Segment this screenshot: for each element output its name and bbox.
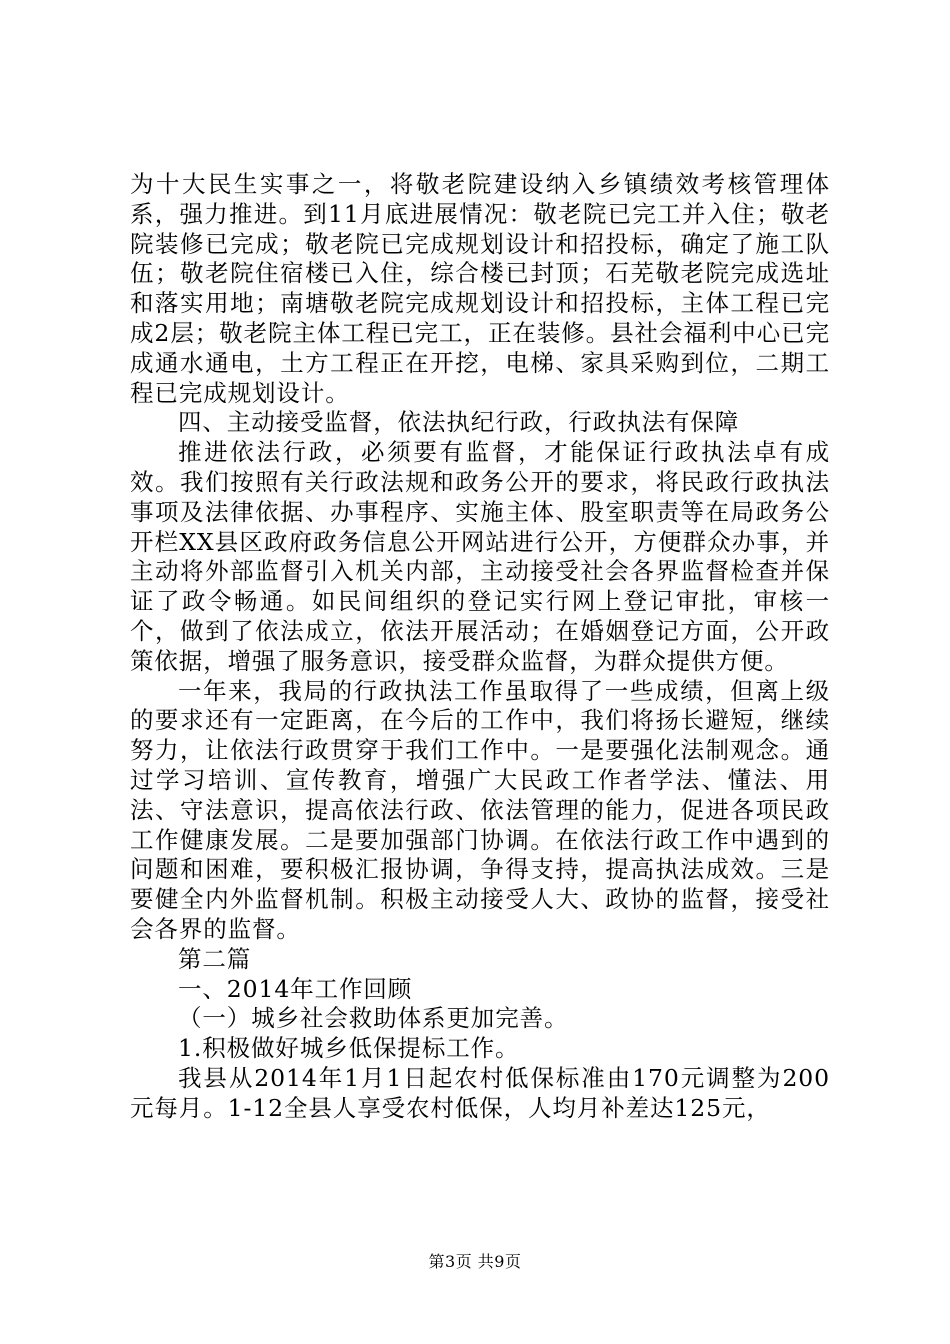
paragraph-4: 一年来，我局的行政执法工作虽取得了一些成绩，但离上级的要求还有一定距离，在今后的工作中，我们将扬长避短，继续努力，让依法行政贯穿于我们工作中。一是要强化法制观念。通过学习培训、宣传教育，增强广大民政工作者学法、懂法、用法、守法意识，提高依法行政、依法管理的能力，促进各项民政工作健康发展。二是要加强部门协调。在依法行政工作中遇到的问题和困难，要积极汇报协调，争得支持，提高执法成效。三是要健全内外监督机制。积极主动接受人大、政协的监督，接受社会各界的监督。 [130,676,830,943]
document-body [130,170,830,1124]
paragraph-1: 为十大民生实事之一，将敬老院建设纳入乡镇绩效考核管理体系，强力推进。到11月底进展情况：敬老院已完工并入住；敬老院装修已完成；敬老院已完成规划设计和招投标，确定了施工队伍；敬老院住宿楼已入住，综合楼已封顶；石芜敬老院完成选址和落实用地；南塘敬老院完成规划设计和招投标，主体工程已完成2层；敬老院主体工程已完工，正在装修。县社会福利中心已完成通水通电，土方工程正在开挖，电梯、家具采购到位，二期工程已完成规划设计。 [130,170,830,407]
section-heading-review: 一、2014年工作回顾 [178,974,413,1003]
section-heading-4: 四、主动接受监督，依法执纪行政，行政执法有保障 [178,408,740,437]
chapter-heading: 第二篇 [178,944,252,973]
page-footer: 第3页 共9页 [428,1252,522,1271]
paragraph-3: 推进依法行政，必须要有监督，才能保证行政执法卓有成效。我们按照有关行政法规和政务公开的要求，将民政行政执法事项及法律依据、办事程序、实施主体、股室职责等在局政务公开栏XX县区政府政务信息公开网站进行公开，方便群众办事，并主动将外部监督引入机关内部，主动接受社会各界监督检查并保证了政令畅通。如民间组织的登记实行网上登记审批，审核一个，做到了依法成立，依法开展活动；在婚姻登记方面，公开政策依据，增强了服务意识，接受群众监督，为群众提供方便。 [130,438,830,675]
item-heading: 1.积极做好城乡低保提标工作。 [178,1034,520,1063]
paragraph-9: 我县从2014年1月1日起农村低保标准由170元调整为200元每月。1-12全县人享受农村低保，人均月补差达125元， [130,1063,830,1122]
subsection-heading: （一）城乡社会救助体系更加完善。 [178,1004,569,1033]
